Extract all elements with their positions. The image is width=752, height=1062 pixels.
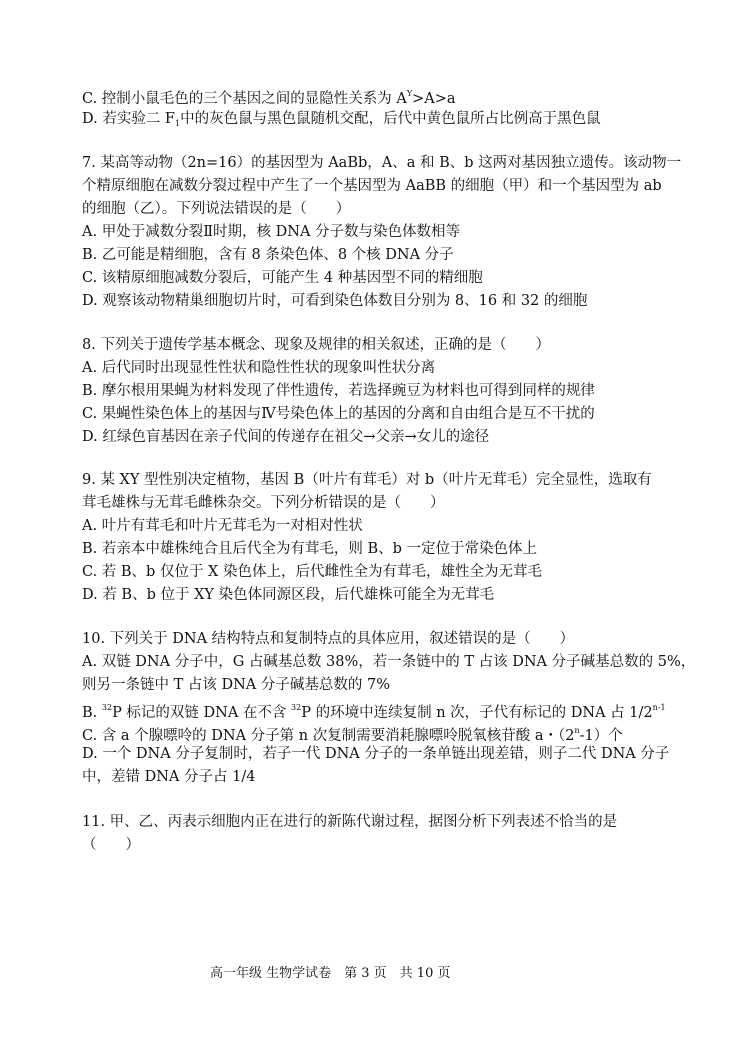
q10-option-a-line2: 则另一条链中 T 占该 DNA 分子碱基总数的 7% bbox=[82, 677, 391, 693]
q11-stem-line1: 11. 甲、乙、丙表示细胞内正在进行的新陈代谢过程，据图分析下列表述不恰当的是 bbox=[82, 814, 618, 830]
q10-option-d-line2: 中，差错 DNA 分子占 1/4 bbox=[82, 769, 256, 785]
q9-option-a: A. 叶片有茸毛和叶片无茸毛为一对相对性状 bbox=[82, 518, 363, 534]
q9-stem-line2: 茸毛雄株与无茸毛雌株杂交。下列分析错误的是（ ） bbox=[82, 495, 445, 511]
q7-stem-line3: 的细胞（乙）。下列说法错误的是（ ） bbox=[82, 201, 351, 217]
q7-option-a: A. 甲处于减数分裂Ⅱ时期，核 DNA 分子数与染色体数相等 bbox=[82, 224, 461, 240]
q10-stem: 10. 下列关于 DNA 结构特点和复制特点的具体应用，叙述错误的是（ ） bbox=[82, 631, 575, 647]
q6-option-d: D. 若实验二 $F_1$中的灰色鼠与黑色鼠随机交配，后代中黄色鼠所占比例高于黑色鼠 bbox=[82, 111, 601, 128]
q8-stem: 8. 下列关于遗传学基本概念、现象及规律的相关叙述，正确的是（ ） bbox=[82, 337, 550, 353]
q6-option-c: C. 控制小鼠毛色的三个基因之间的显隐性关系为 $A^Y>A>a$ bbox=[82, 89, 456, 107]
q10-option-c: C. 含 a 个腺嘌呤的 DNA 分子第 n 次复制需要消耗腺嘌呤脱氧核苷酸 a・（2$^n$-1）个 bbox=[82, 726, 623, 744]
q9-option-d: D. 若 B、b 位于 XY 染色体同源区段，后代雄株可能全为无茸毛 bbox=[82, 587, 495, 603]
q8-option-d: D. 红绿色盲基因在亲子代间的传递存在祖父→父亲→女儿的途径 bbox=[82, 429, 490, 445]
q8-option-a: A. 后代同时出现显性性状和隐性性状的现象叫性状分离 bbox=[82, 360, 436, 376]
q7-stem-line1: 7. 某高等动物（2n=16）的基因型为 AaBb，A、a 和 B、b 这两对基因独立遗传。该动物一 bbox=[82, 155, 682, 171]
q10-option-b: B. $^{32}$P 标记的双链 DNA 在不含 $^{32}$P 的环境中连续复制 n 次，子代有标记的 DNA 占 1/2$^{n-1}$ bbox=[82, 703, 666, 721]
q7-option-b: B. 乙可能是精细胞，含有 8 条染色体、8 个核 DNA 分子 bbox=[82, 247, 454, 263]
q9-option-c: C. 若 B、b 仅位于 X 染色体上，后代雌性全为有茸毛，雄性全为无茸毛 bbox=[82, 564, 542, 580]
q7-stem-line2: 个精原细胞在减数分裂过程中产生了一个基因型为 AaBB 的细胞（甲）和一个基因型为 ab bbox=[82, 178, 662, 194]
q10-option-d-line1: D. 一个 DNA 分子复制时，若子一代 DNA 分子的一条单链出现差错，则子二代 DNA 分子 bbox=[82, 746, 670, 762]
q8-option-b: B. 摩尔根用果蝇为材料发现了伴性遗传，若选择豌豆为材料也可得到同样的规律 bbox=[82, 383, 595, 399]
page-footer: 高一年级 生物学试卷 第 3 页 共 10 页 bbox=[210, 966, 451, 981]
q10-option-a-line1: A. 双链 DNA 分子中，G 占碱基总数 38%，若一条链中的 T 占该 DNA 分子碱基总数的 5%， bbox=[82, 654, 696, 670]
q9-stem-line1: 9. 某 XY 型性别决定植物，基因 B（叶片有茸毛）对 b（叶片无茸毛）完全显性，选取有 bbox=[82, 472, 652, 488]
q9-option-b: B. 若亲本中雄株纯合且后代全为有茸毛，则 B、b 一定位于常染色体上 bbox=[82, 541, 538, 557]
q7-option-d: D. 观察该动物精巢细胞切片时，可看到染色体数目分别为 8、16 和 32 的细胞 bbox=[82, 293, 588, 309]
q11-stem-line2: （ ） bbox=[82, 837, 140, 853]
q7-option-c: C. 该精原细胞减数分裂后，可能产生 4 种基因型不同的精细胞 bbox=[82, 270, 483, 286]
q8-option-c: C. 果蝇性染色体上的基因与Ⅳ号染色体上的基因的分离和自由组合是互不干扰的 bbox=[82, 406, 595, 422]
